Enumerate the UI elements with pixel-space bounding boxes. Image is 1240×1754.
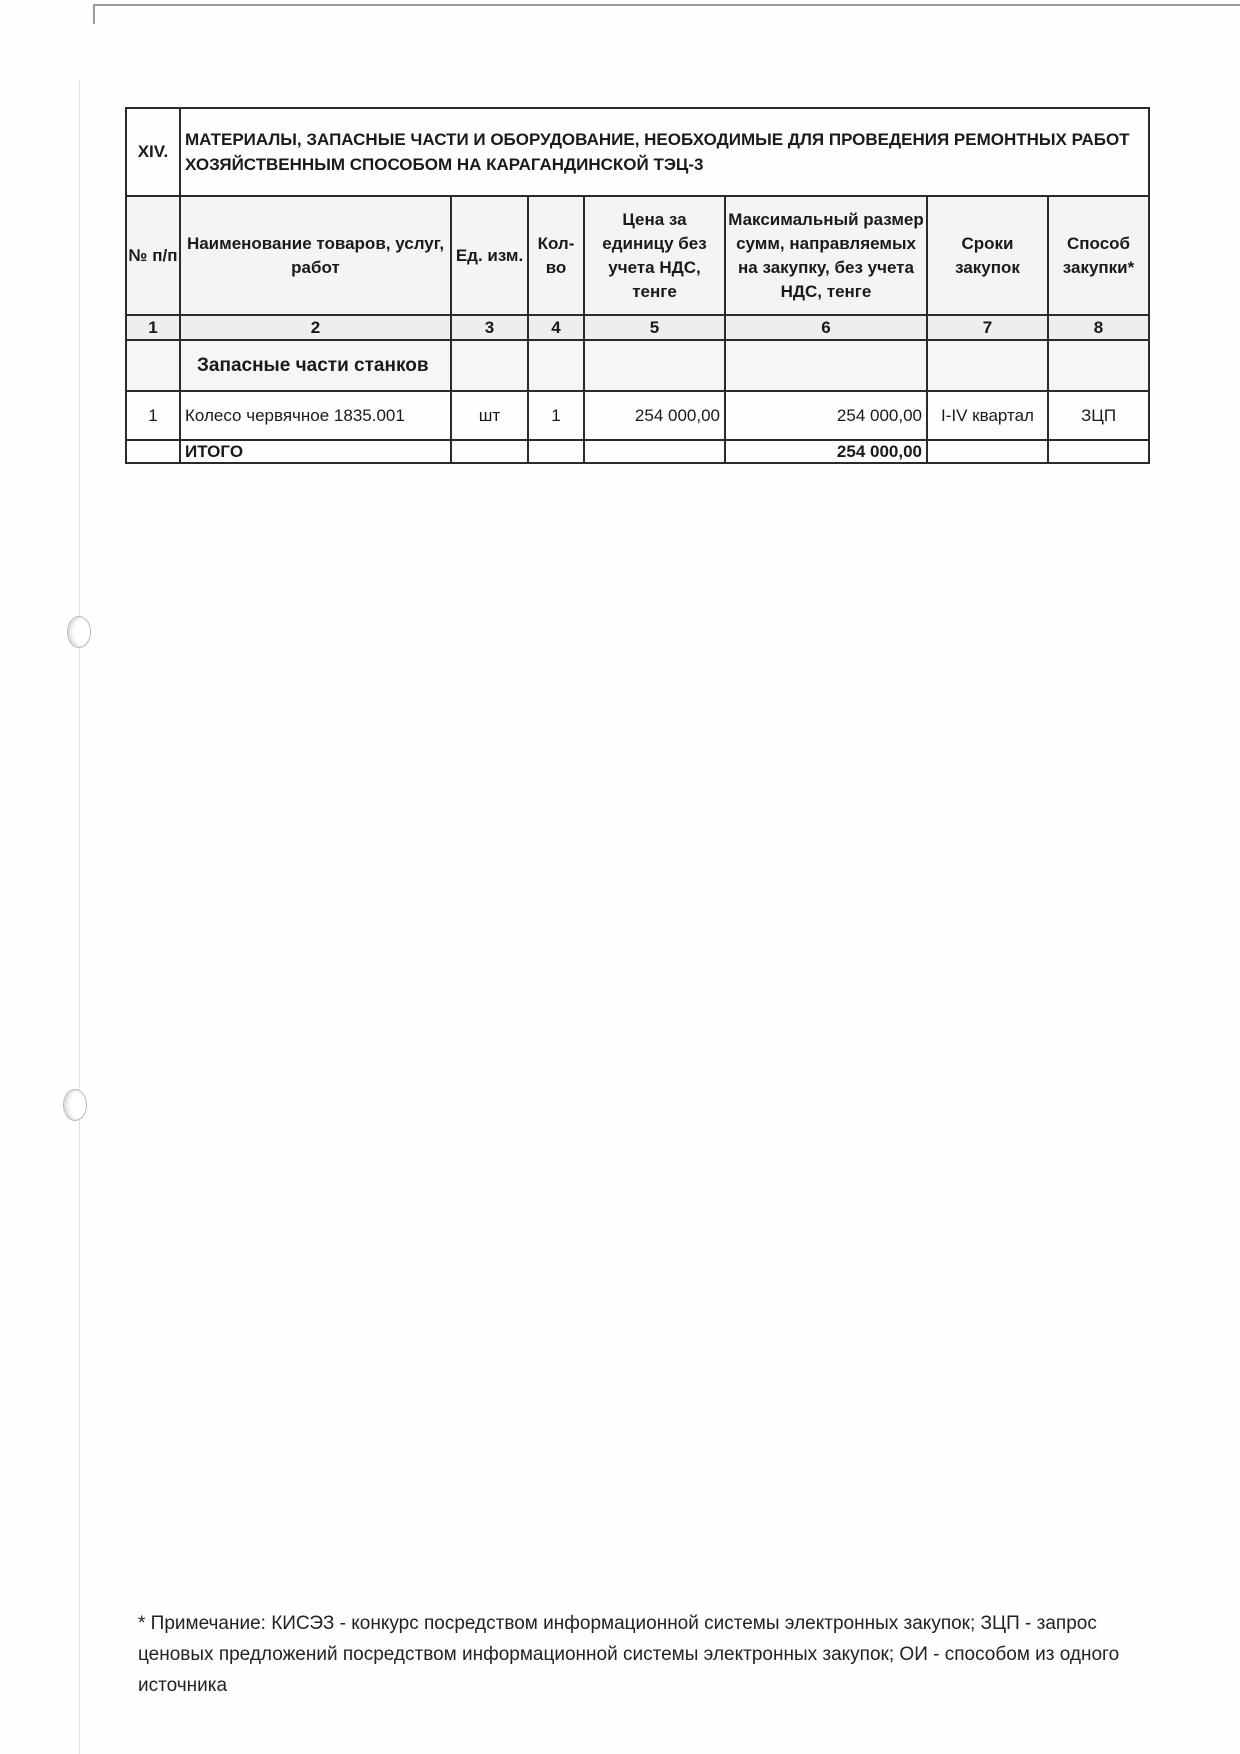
header-name: Наименование товаров, услуг, работ [180, 196, 451, 315]
header-method: Способ закупки* [1048, 196, 1149, 315]
table-row [126, 391, 1149, 440]
group-empty-cell [1048, 340, 1149, 391]
row-price: 254 000,00 [584, 391, 725, 440]
total-empty-cell [1048, 440, 1149, 463]
total-empty-cell [528, 440, 584, 463]
punch-hole-upper [67, 616, 91, 648]
column-number: 1 [126, 315, 180, 340]
header-max-amount: Максимальный размер сумм, направляемых на закупку, без учета НДС, тенге [725, 196, 927, 315]
row-qty: 1 [528, 391, 584, 440]
section-number: XIV. [126, 108, 180, 196]
column-number-row [126, 315, 1149, 340]
header-price: Цена за единицу без учета НДС, тенге [584, 196, 725, 315]
column-number: 5 [584, 315, 725, 340]
group-empty-cell [451, 340, 528, 391]
row-num: 1 [126, 391, 180, 440]
column-number: 6 [725, 315, 927, 340]
group-empty-cell [126, 340, 180, 391]
header-period: Сроки закупок [927, 196, 1048, 315]
section-title: МАТЕРИАЛЫ, ЗАПАСНЫЕ ЧАСТИ И ОБОРУДОВАНИЕ, НЕОБХОДИМЫЕ ДЛЯ ПРОВЕДЕНИЯ РЕМОНТНЫХ РАБОТ ХОЗЯЙСТВЕННЫМ СПОСОБОМ НА КАРАГАНДИНСКОЙ ТЭЦ-3 [180, 108, 1149, 196]
total-row [126, 440, 1149, 463]
total-empty-cell [584, 440, 725, 463]
header-num: № п/п [126, 196, 180, 315]
table-header-row [126, 196, 1149, 315]
section-title-row [126, 108, 1149, 196]
total-empty-cell [126, 440, 180, 463]
total-empty-cell [927, 440, 1048, 463]
procurement-table [125, 107, 1150, 464]
column-number: 8 [1048, 315, 1149, 340]
punch-hole-lower [63, 1089, 87, 1121]
row-method: ЗЦП [1048, 391, 1149, 440]
header-qty: Кол-во [528, 196, 584, 315]
scan-edge-left [93, 4, 95, 24]
group-empty-cell [528, 340, 584, 391]
group-row [126, 340, 1149, 391]
total-amount: 254 000,00 [725, 440, 927, 463]
row-period: I-IV квартал [927, 391, 1048, 440]
group-empty-cell [927, 340, 1048, 391]
scan-edge-top [95, 4, 1240, 6]
group-empty-cell [725, 340, 927, 391]
row-name: Колесо червячное 1835.001 [180, 391, 451, 440]
column-number: 2 [180, 315, 451, 340]
total-label: ИТОГО [180, 440, 451, 463]
row-unit: шт [451, 391, 528, 440]
column-number: 7 [927, 315, 1048, 340]
binding-margin-line [79, 80, 80, 1754]
header-unit: Ед. изм. [451, 196, 528, 315]
group-empty-cell [584, 340, 725, 391]
column-number: 4 [528, 315, 584, 340]
footnote: * Примечание: КИСЭЗ - конкурс посредством информационной системы электронных закупок; ЗЦП - запрос ценовых предложений посредством информационной системы электронных закупок; ОИ - способом из одного источника [138, 1613, 1120, 1696]
column-number: 3 [451, 315, 528, 340]
row-max-amount: 254 000,00 [725, 391, 927, 440]
total-empty-cell [451, 440, 528, 463]
group-label: Запасные части станков [180, 340, 451, 391]
